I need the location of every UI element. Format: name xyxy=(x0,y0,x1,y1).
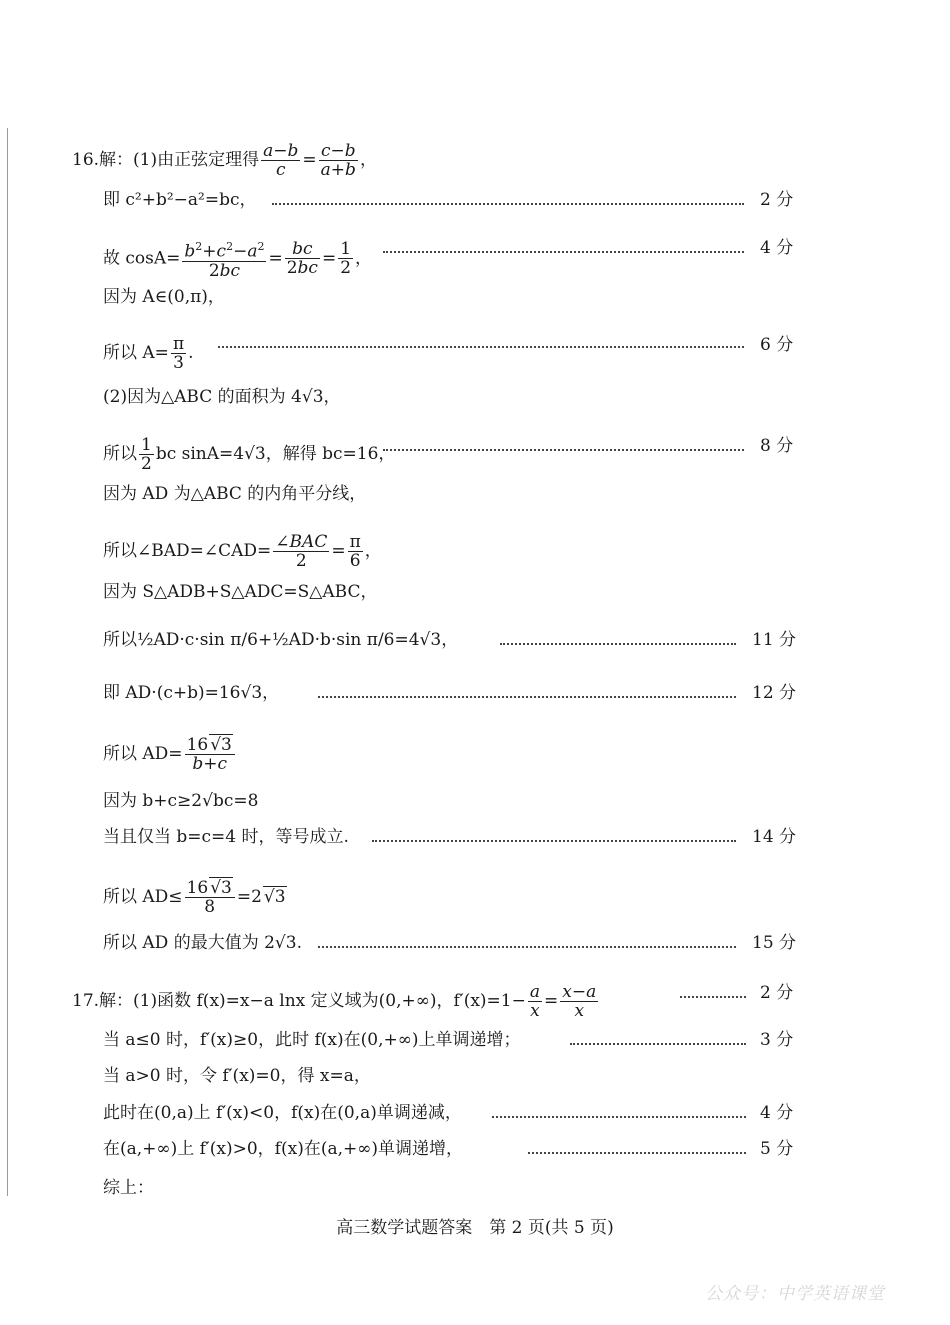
equation-text: 当且仅当 b=c=4 时，等号成立. xyxy=(103,827,349,847)
q16-line-7 xyxy=(103,436,395,473)
equation-text: 故 cosA= xyxy=(103,248,181,269)
equation-text: 17.解：(1)函数 f(x)=x−a lnx 定义域为(0,+∞)，f′(x)=1− xyxy=(72,991,526,1011)
fraction: $\frac{1}{2}$ xyxy=(141,435,152,474)
fraction: $\frac{a}{x}$ xyxy=(529,982,540,1021)
q16-line-4 xyxy=(103,287,225,307)
equation-text: 所以 AD= xyxy=(103,744,183,764)
fraction: $\frac{16 √3}{b+c}$ xyxy=(185,736,235,773)
dot-leader xyxy=(528,1152,746,1154)
equation-text: 即 c²+b²−a²=bc， xyxy=(103,190,257,210)
dot-leader xyxy=(383,449,744,451)
equation-text: 所以 xyxy=(103,444,137,464)
watermark: 公众号：中学英语课堂 xyxy=(705,1284,885,1304)
score-label: 5 分 xyxy=(760,1139,794,1159)
q16-line-13 xyxy=(103,736,237,773)
margin-rule xyxy=(7,128,8,1196)
dot-leader xyxy=(492,1116,746,1118)
score-label: 12 分 xyxy=(752,683,797,703)
dot-leader xyxy=(570,1043,746,1045)
equation-text: 此时在(0,a)上 f′(x)<0，f(x)在(0,a)单调递减， xyxy=(103,1103,462,1123)
fraction: $\frac{16 √3}{8}$ xyxy=(185,879,235,916)
dot-leader xyxy=(372,840,736,842)
dot-leader xyxy=(318,946,736,948)
q16-line-8 xyxy=(103,484,366,504)
q17-line-1: 17.解：(1)函数 f(x)=x−a lnx 定义域为(0,+∞)，f′(x)=1− $\frac{a}{x}$ = $\frac{x-a}{x}$ xyxy=(72,982,597,1021)
score-label: 4 分 xyxy=(760,1103,794,1123)
dot-leader xyxy=(680,996,746,998)
dot-leader xyxy=(272,203,744,205)
q16-line-14 xyxy=(103,791,258,811)
score-label: 6 分 xyxy=(760,335,794,355)
equation-text: 因为 b+c≥2√bc=8 xyxy=(103,791,259,811)
q17-line-2 xyxy=(103,1030,521,1050)
q17-line-6 xyxy=(103,1178,154,1198)
equation-text: 因为 A∈(0,π)， xyxy=(103,287,225,307)
q16-line-15 xyxy=(103,827,349,847)
q16-line-5: 所以 A= $\frac{\pi}{3}$ . xyxy=(103,334,194,373)
q16-line-2 xyxy=(103,190,257,210)
q16-line-1: 16.解：(1)由正弦定理得 $\frac{a-b}{c}$ = $\frac{c-b}{a+b}$ ， xyxy=(72,141,377,180)
equation-text: 所以½AD·c·sin π/6+½AD·b·sin π/6=4√3， xyxy=(103,630,459,650)
fraction: $\frac{a-b}{c}$ xyxy=(263,141,299,180)
page-footer: 高三数学试题答案 第 2 页(共 5 页) xyxy=(336,1218,614,1238)
q17-line-5 xyxy=(103,1139,463,1159)
fraction: $\frac{\pi}{6}$ xyxy=(349,532,361,571)
fraction: $\frac{b^2+c^2-a^2}{2bc}$ xyxy=(184,240,265,281)
q16-line-12 xyxy=(103,683,279,703)
equation-text: 所以 AD≤ xyxy=(103,887,183,907)
dot-leader xyxy=(383,251,744,253)
equation-text: (2)因为△ABC 的面积为 4√3， xyxy=(103,387,341,407)
q16-line-3: 故 cosA= $\frac{b^2+c^2-a^2}{2bc}$ = $\frac{bc}{2bc}$ = $\frac{1}{2}$ ， xyxy=(103,239,373,281)
q16-line-9: 所以∠BAD=∠CAD= $\frac{\text{∠BAC}}{2}$ = $\frac{\pi}{6}$ ， xyxy=(103,532,382,571)
fraction: $\frac{x-a}{x}$ xyxy=(562,982,597,1021)
score-label: 2 分 xyxy=(760,190,794,210)
score-label: 14 分 xyxy=(752,827,797,847)
q16-line-16: 所以 AD≤ $\frac{16 √3}{8}$ =2 √3 xyxy=(103,878,286,917)
q16-line-11 xyxy=(103,630,458,650)
q17-line-4 xyxy=(103,1103,462,1123)
equation-text: 因为 S△ADB+S△ADC=S△ABC， xyxy=(103,582,378,602)
dot-leader xyxy=(500,643,736,645)
fraction: $\frac{bc}{2bc}$ xyxy=(286,239,318,279)
fraction: $\frac{c-b}{a+b}$ xyxy=(320,141,356,180)
equation-text: 当 a>0 时，令 f′(x)=0，得 x=a， xyxy=(103,1066,371,1086)
dot-leader xyxy=(318,696,736,698)
score-label: 3 分 xyxy=(760,1030,794,1050)
equation-text: 所以∠BAD=∠CAD= xyxy=(103,541,272,561)
equation-text: 当 a≤0 时，f′(x)≥0，此时 f(x)在(0,+∞)上单调递增； xyxy=(103,1030,521,1050)
equation-text: 因为 AD 为△ABC 的内角平分线， xyxy=(103,484,367,504)
fraction: $\frac{\pi}{3}$ xyxy=(172,334,185,373)
q16-line-10 xyxy=(103,582,377,602)
q16-intro: 16.解：(1)由正弦定理得 xyxy=(72,150,260,170)
score-label: 8 分 xyxy=(760,436,794,456)
fraction: $\frac{\text{∠BAC}}{2}$ xyxy=(275,532,328,571)
score-label: 15 分 xyxy=(752,933,797,953)
score-label: 11 分 xyxy=(752,630,797,650)
equation-text: bc sinA=4√3，解得 bc=16， xyxy=(155,444,396,464)
score-label: 2 分 xyxy=(760,983,794,1003)
fraction: $\frac{1}{2}$ xyxy=(340,239,352,279)
score-label: 4 分 xyxy=(760,238,794,258)
q16-line-6 xyxy=(103,387,341,407)
dot-leader xyxy=(218,346,744,348)
equation-text: 在(a,+∞)上 f′(x)>0，f(x)在(a,+∞)单调递增， xyxy=(103,1139,464,1159)
equation-text: 综上： xyxy=(103,1178,154,1198)
q16-line-17 xyxy=(103,933,302,953)
equation-text: 即 AD·(c+b)=16√3， xyxy=(103,683,280,703)
equation-text: 所以 AD 的最大值为 2√3. xyxy=(103,933,302,953)
equation-text: 所以 A= xyxy=(103,343,169,363)
q17-line-3 xyxy=(103,1066,371,1086)
